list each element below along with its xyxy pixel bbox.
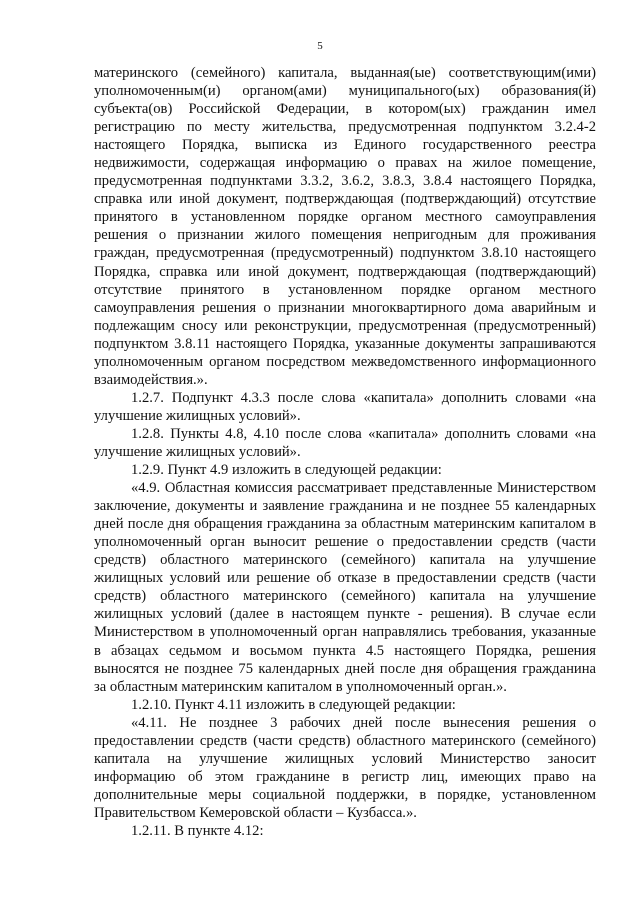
paragraph-item-1-2-7: 1.2.7. Подпункт 4.3.3 после слова «капитала» дополнить словами «на улучшение жилищных условий». [94,389,596,424]
paragraph-continuation: материнского (семейного) капитала, выданная(ые) соответствующим(ими) уполномоченным(и) органом(ами) муниципального(ых) образования(й) субъекта(ов) Российской Федерации, в котором(ых) гражданин имел регистрацию по месту жительства, предусмотренная подпунктом 3.2.4-2 настоящего Порядка, выписка из Единого государственного реестра недвижимости, содержащая информацию о правах на жилое помещение, предусмотренная подпунктами 3.3.2, 3.6.2, 3.8.3, 3.8.4 настоящего Порядка, справка или иной документ, подтверждающая (подтверждающий) отсутствие принятого в установленном порядке органом местного самоуправления решения о признании жилого помещения непригодным для проживания граждан, предусмотренная (предусмотренный) подпунктом 3.8.10 настоящего Порядка, справка или иной документ, подтверждающая (подтверждающий) отсутствие принятого в установленном порядке органом местного самоуправления решения о признании многоквартирного дома аварийным и подлежащим сносу или реконструкции, предусмотренная (предусмотренный) подпунктом 3.8.11 настоящего Порядка, указанные документы запрашиваются уполномоченным органом посредством межведомственного информационного взаимодействия.». [94,65,596,388]
document-body [94,64,596,840]
paragraph-quote-4-9: «4.9. Областная комиссия рассматривает представленные Министерством заключение, документы и заявление гражданина и не позднее 55 календарных дней после дня обращения гражданина за областным материнским капиталом в уполномоченный орган выносит решение о предоставлении средств (части средств) областного материнского (семейного) капитала на улучшение жилищных условий или решение об отказе в предоставлении средств (части средств) областного материнского (семейного) капитала на улучшение жилищных условий (далее в настоящем пункте - решения). В случае если Министерством в уполномоченный орган направлялись требования, указанные в абзацах седьмом и восьмом пункта 4.5 настоящего Порядка, решения выносятся не позднее 75 календарных дней после дня обращения гражданина за областным материнским капиталом в уполномоченный орган.». [94,480,596,695]
paragraph-item-1-2-9: 1.2.9. Пункт 4.9 изложить в следующей редакции: [131,462,442,479]
paragraph-item-1-2-8: 1.2.8. Пункты 4.8, 4.10 после слова «капитала» дополнить словами «на улучшение жилищных условий». [94,425,596,460]
paragraph-quote-4-11: «4.11. Не позднее 3 рабочих дней после вынесения решения о предоставлении средств (части средств) областного материнского (семейного) капитала на улучшение жилищных условий Министерство заносит информацию об этом гражданине в регистр лиц, имеющих право на дополнительные меры социальной поддержки, в порядке, установленном Правительством Кемеровской области – Кузбасса.». [94,714,596,821]
page-number: 5 [317,40,323,52]
paragraph-item-1-2-11: 1.2.11. В пункте 4.12: [131,822,264,839]
paragraph-item-1-2-10: 1.2.10. Пункт 4.11 изложить в следующей редакции: [131,696,456,713]
